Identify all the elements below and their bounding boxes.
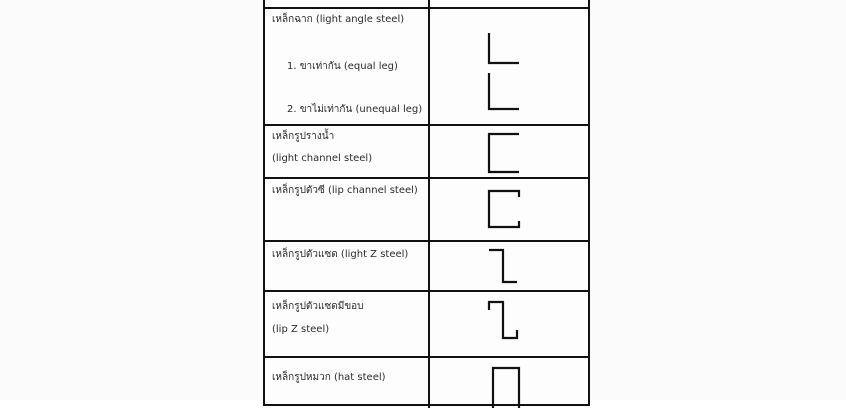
row-subtitle: (lip Z steel) xyxy=(272,324,330,335)
table-row-angle-steel xyxy=(265,9,588,126)
row-subitem-unequal-leg: 2. ขาไม่เท่ากัน (unequal leg) xyxy=(287,104,423,115)
column-divider xyxy=(428,9,430,124)
table-row-hat-steel xyxy=(265,358,588,408)
steel-sections-table xyxy=(263,0,590,406)
table-header-row xyxy=(265,0,588,9)
table-row-z-steel xyxy=(265,242,588,292)
row-title: เหล็กรูปตัวซี (lip channel steel) xyxy=(272,185,418,196)
table-row-channel-steel xyxy=(265,126,588,179)
row-subitem-equal-leg: 1. ขาเท่ากัน (equal leg) xyxy=(287,61,398,72)
column-divider xyxy=(428,0,430,7)
column-divider xyxy=(428,242,430,290)
lip-z-steel-icon xyxy=(485,298,525,346)
angle-steel-equal-icon xyxy=(483,31,523,71)
column-divider xyxy=(428,292,430,356)
row-title: เหล็กรูปตัวแซด (light Z steel) xyxy=(272,249,409,260)
row-title: เหล็กรูปหมวก (hat steel) xyxy=(272,372,386,383)
table-row-lip-z-steel xyxy=(265,292,588,358)
table-row-lip-channel-steel xyxy=(265,179,588,242)
row-title: เหล็กฉาก (light angle steel) xyxy=(272,14,405,25)
row-subtitle: (light channel steel) xyxy=(272,153,373,164)
column-divider xyxy=(428,179,430,240)
column-divider xyxy=(428,126,430,177)
hat-steel-icon xyxy=(489,364,525,408)
angle-steel-unequal-icon xyxy=(483,71,523,115)
row-title: เหล็กรูปรางน้ำ xyxy=(272,131,335,142)
column-divider xyxy=(428,358,430,408)
lip-channel-steel-icon xyxy=(485,187,525,233)
row-title: เหล็กรูปตัวแซดมีขอบ xyxy=(272,301,364,312)
channel-steel-icon xyxy=(483,130,523,176)
z-steel-icon xyxy=(485,246,525,288)
